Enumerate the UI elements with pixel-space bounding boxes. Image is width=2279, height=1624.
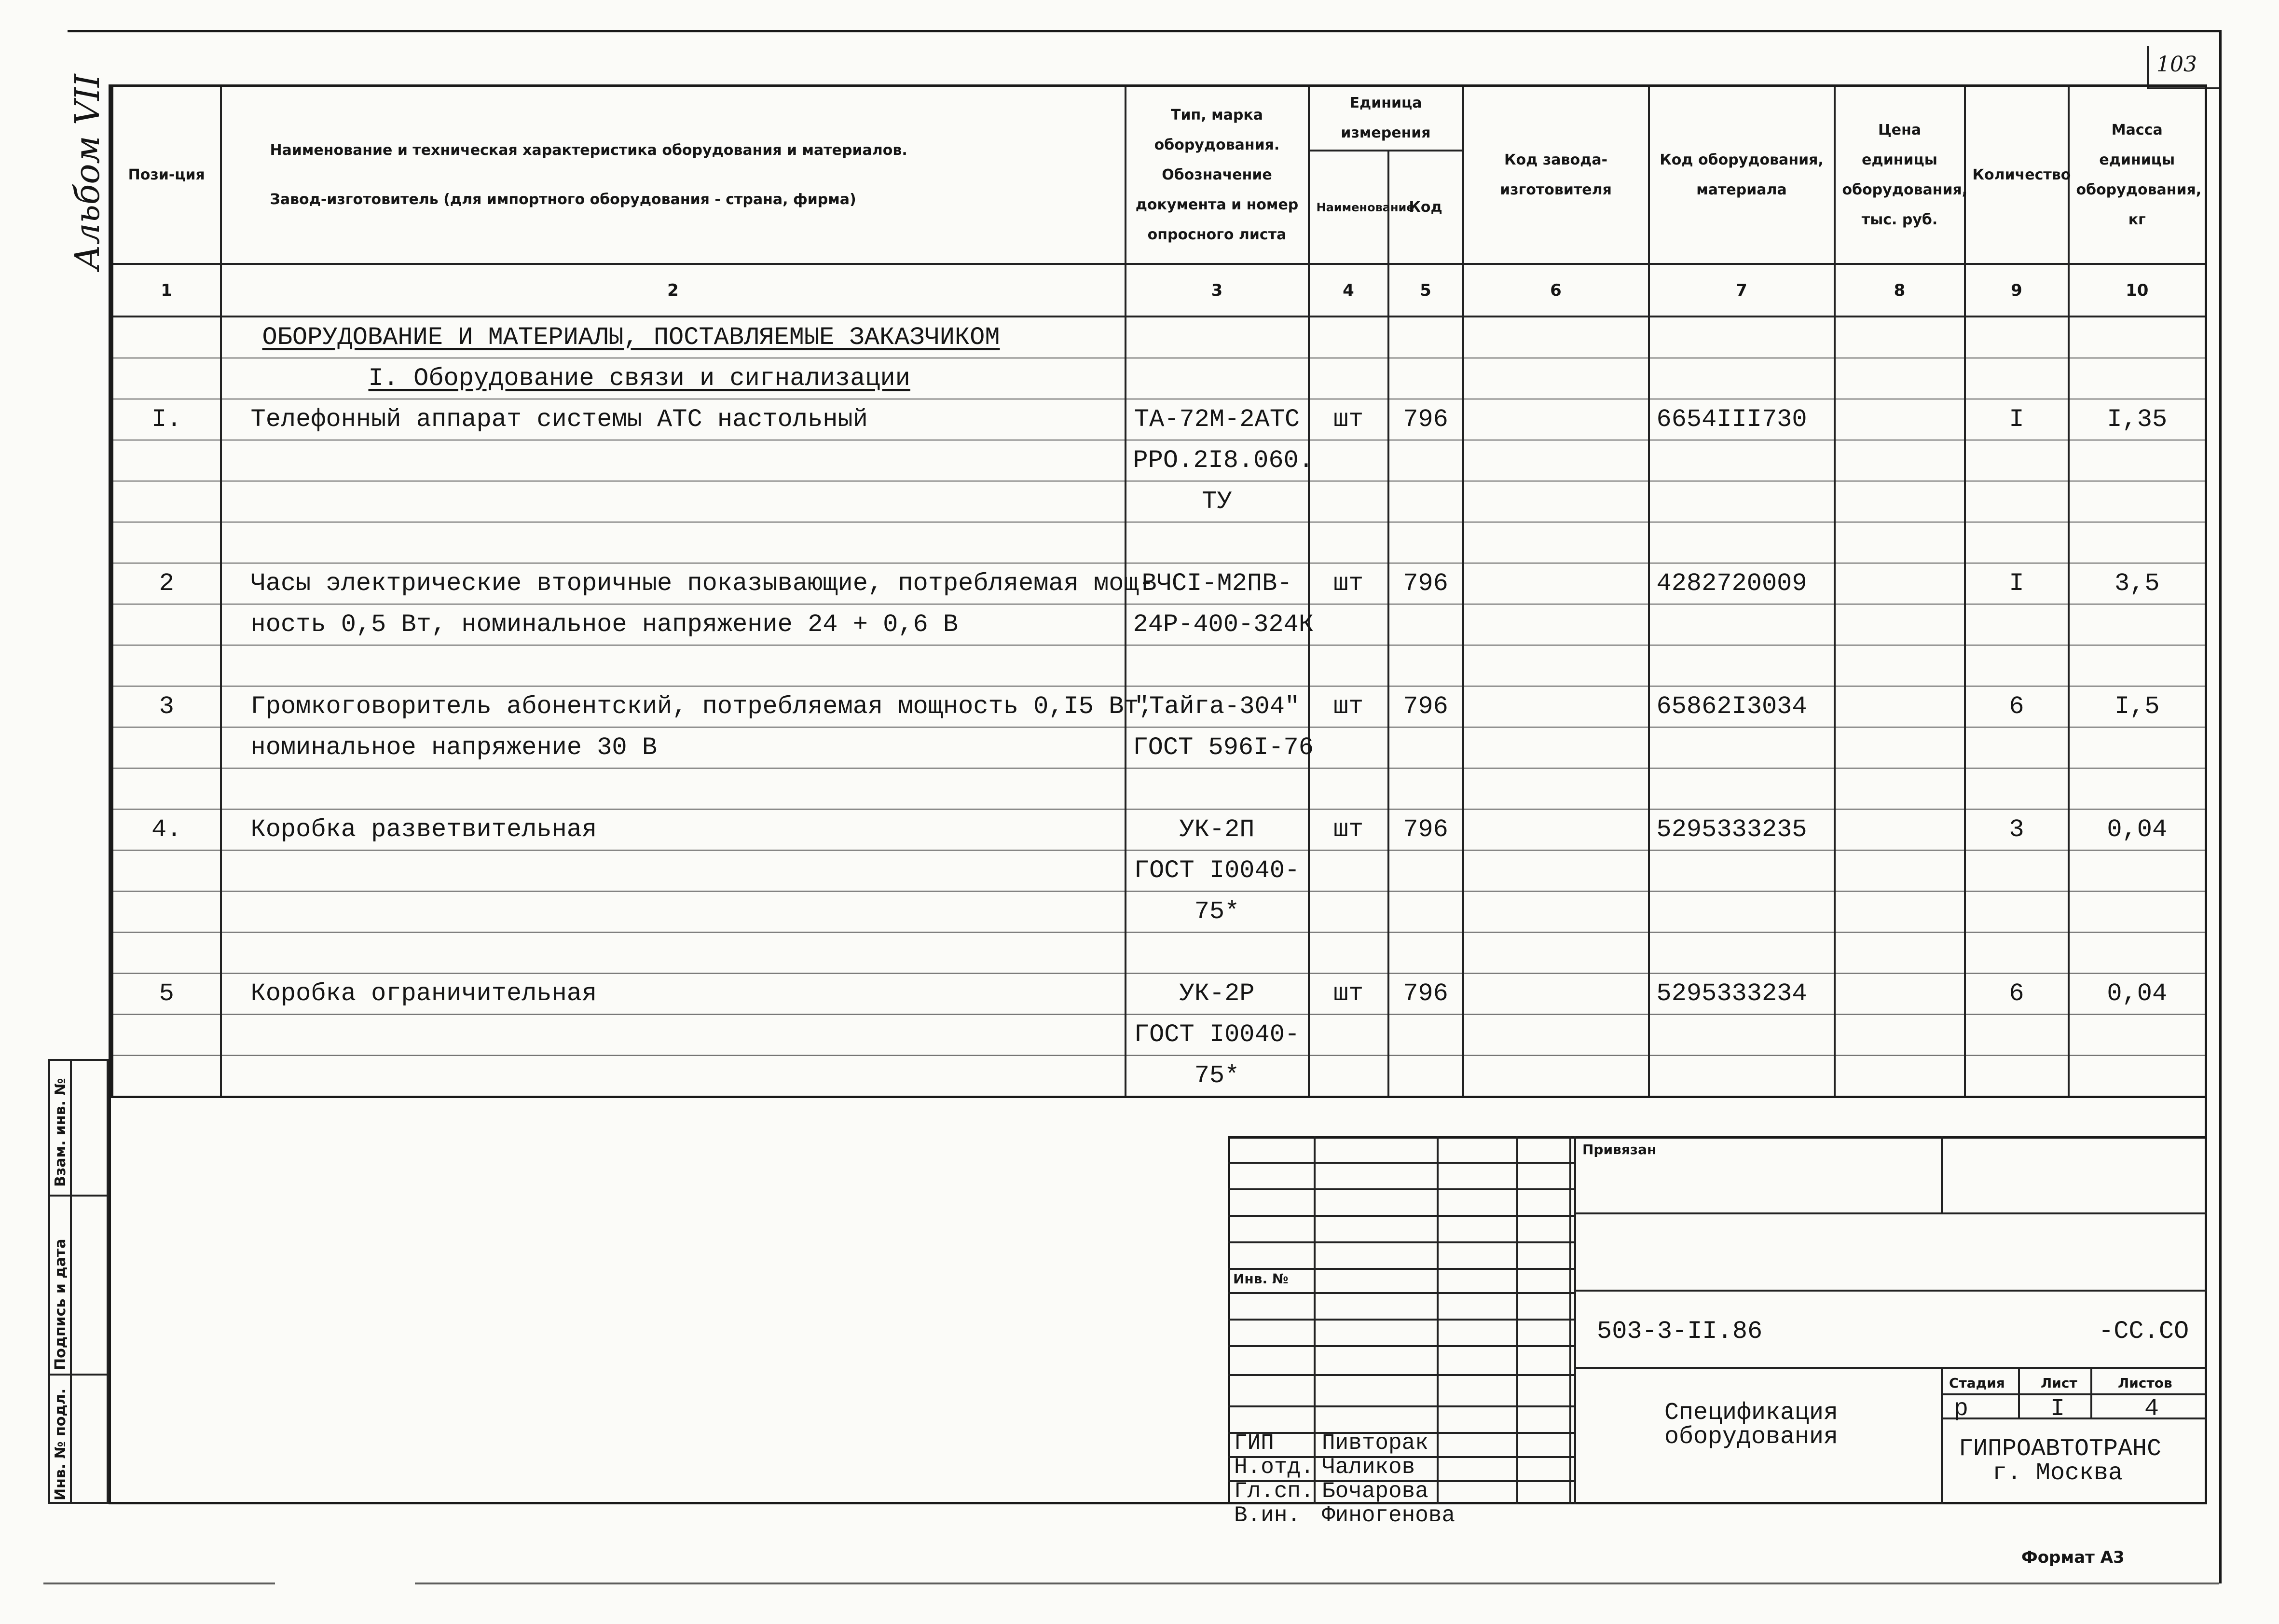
- cell-type: [1126, 645, 1309, 686]
- cell-name: [221, 768, 1126, 809]
- table-row: [112, 645, 2206, 686]
- cell-position: [112, 727, 221, 768]
- column-number-row: [112, 264, 2206, 317]
- attached-label: Привязан: [1582, 1142, 1657, 1157]
- cell-quantity: I: [1965, 399, 2069, 440]
- cell-unit: [1309, 768, 1388, 809]
- specification-table: [111, 84, 2207, 1098]
- section-title: ОБОРУДОВАНИЕ И МАТЕРИАЛЫ, ПОСТАВЛЯЕМЫЕ ЗАКАЗЧИКОМ: [262, 323, 1000, 352]
- cell-price: [1835, 1014, 1965, 1055]
- album-label: Альбом VII: [68, 74, 107, 270]
- cell-quantity: I: [1965, 563, 2069, 604]
- cell-unit: шт: [1309, 399, 1388, 440]
- doc-code: 503-3-II.86: [1597, 1317, 1763, 1346]
- cell-quantity: [1965, 645, 2069, 686]
- stage-value: р: [1954, 1395, 1969, 1423]
- cell-unit: [1309, 932, 1388, 973]
- cell-unit-code: [1388, 481, 1463, 522]
- cell-name: Телефонный аппарат системы АТС настольный: [221, 399, 1126, 440]
- bottom-rule-right: [415, 1583, 2219, 1584]
- subsection-title-row: [112, 358, 2206, 399]
- table-row: [112, 768, 2206, 809]
- cell-unit-code: 796: [1388, 399, 1463, 440]
- cell-price: [1835, 604, 1965, 645]
- cell-price: [1835, 768, 1965, 809]
- cell-position: 3: [112, 686, 221, 727]
- cell-unit-code: [1388, 604, 1463, 645]
- column-number: 7: [1649, 264, 1835, 317]
- signature-name: Пивторак: [1322, 1431, 1428, 1456]
- cell-equipment-code: [1649, 727, 1835, 768]
- title-line1: Спецификация: [1664, 1399, 1839, 1427]
- cell-type: УК-2Р: [1126, 973, 1309, 1014]
- table-row: [112, 973, 2206, 1014]
- cell-unit-code: 796: [1388, 809, 1463, 850]
- cell-name: [221, 481, 1126, 522]
- cell-position: [112, 1014, 221, 1055]
- table-row: [112, 481, 2206, 522]
- bottom-rule-left: [43, 1583, 275, 1584]
- header-type: Тип, марка оборудования. Обозначение документа и номер опросного листа: [1126, 86, 1309, 264]
- cell-position: [112, 604, 221, 645]
- title-block: [1228, 1136, 2207, 1528]
- org-line1: ГИПРОАВТОТРАНС: [1959, 1435, 2162, 1463]
- cell-unit-code: [1388, 1055, 1463, 1097]
- cell-type: ГОСТ I0040-: [1126, 850, 1309, 891]
- strip-inv-original: Инв. № подл.: [52, 1388, 69, 1500]
- cell-unit: шт: [1309, 809, 1388, 850]
- cell-manufacturer-code: [1463, 604, 1649, 645]
- cell-mass: [2069, 522, 2206, 563]
- cell-unit: [1309, 522, 1388, 563]
- column-number: 1: [112, 264, 221, 317]
- cell-mass: [2069, 850, 2206, 891]
- header-price: Цена единицы оборудования, тыс. руб.: [1835, 86, 1965, 264]
- cell-unit-code: [1388, 522, 1463, 563]
- table-row: [112, 727, 2206, 768]
- cell-equipment-code: 5295333234: [1649, 973, 1835, 1014]
- strip-divider: [70, 1059, 72, 1504]
- cell-manufacturer-code: [1463, 399, 1649, 440]
- top-rule: [68, 30, 2219, 32]
- cell-unit-code: 796: [1388, 973, 1463, 1014]
- cell-name: [221, 850, 1126, 891]
- cell-unit-code: [1388, 932, 1463, 973]
- table-row: [112, 604, 2206, 645]
- header-equipment-code: Код оборудования, материала: [1649, 86, 1835, 264]
- signature-role: ГИП: [1234, 1431, 1274, 1456]
- cell-name: Громкоговоритель абонентский, потребляемая мощность 0,I5 Вт,: [221, 686, 1126, 727]
- cell-mass: [2069, 1014, 2206, 1055]
- cell-name: ность 0,5 Вт, номинальное напряжение 24 + 0,6 В: [221, 604, 1126, 645]
- cell-mass: [2069, 604, 2206, 645]
- header-manufacturer-code: Код завода-изготовителя: [1463, 86, 1649, 264]
- cell-position: [112, 522, 221, 563]
- header-row: [112, 86, 2206, 151]
- cell-equipment-code: [1649, 932, 1835, 973]
- cell-equipment-code: 5295333235: [1649, 809, 1835, 850]
- cell-position: [112, 850, 221, 891]
- header-name-line2: Завод-изготовитель (для импортного оборудования - страна, фирма): [270, 191, 856, 208]
- section-title-row: [112, 317, 2206, 358]
- cell-manufacturer-code: [1463, 768, 1649, 809]
- cell-unit: [1309, 440, 1388, 481]
- table-row: [112, 563, 2206, 604]
- cell-quantity: [1965, 932, 2069, 973]
- column-number: 3: [1126, 264, 1309, 317]
- cell-price: [1835, 399, 1965, 440]
- doc-suffix: -СС.СО: [2099, 1317, 2189, 1346]
- cell-quantity: 6: [1965, 686, 2069, 727]
- table-row: [112, 932, 2206, 973]
- cell-name: [221, 1014, 1126, 1055]
- cell-manufacturer-code: [1463, 563, 1649, 604]
- cell-unit: [1309, 645, 1388, 686]
- format-label: Формат А3: [2021, 1548, 2125, 1567]
- cell-type: "Тайга-304": [1126, 686, 1309, 727]
- cell-type: [1126, 768, 1309, 809]
- cell-quantity: 3: [1965, 809, 2069, 850]
- header-unit-group: Единица измерения: [1309, 86, 1463, 151]
- cell-mass: [2069, 440, 2206, 481]
- header-name-line1: Наименование и техническая характеристика оборудования и материалов.: [270, 141, 907, 159]
- cell-type: ГОСТ 596I-76: [1126, 727, 1309, 768]
- cell-manufacturer-code: [1463, 809, 1649, 850]
- cell-equipment-code: [1649, 891, 1835, 932]
- cell-mass: [2069, 932, 2206, 973]
- sheets-label: Листов: [2118, 1375, 2172, 1391]
- cell-unit: шт: [1309, 973, 1388, 1014]
- inv-label: Инв. №: [1233, 1271, 1289, 1287]
- cell-mass: I,35: [2069, 399, 2206, 440]
- column-number: 4: [1309, 264, 1388, 317]
- column-number: 10: [2069, 264, 2206, 317]
- header-name: [221, 86, 1126, 264]
- cell-position: [112, 645, 221, 686]
- cell-unit-code: [1388, 891, 1463, 932]
- cell-price: [1835, 973, 1965, 1014]
- cell-price: [1835, 727, 1965, 768]
- cell-unit-code: [1388, 1014, 1463, 1055]
- cell-quantity: [1965, 522, 2069, 563]
- cell-position: I.: [112, 399, 221, 440]
- cell-price: [1835, 645, 1965, 686]
- cell-manufacturer-code: [1463, 932, 1649, 973]
- cell-equipment-code: [1649, 604, 1835, 645]
- signature-role: Гл.сп.: [1234, 1479, 1314, 1504]
- table-row: [112, 891, 2206, 932]
- table-row: [112, 1055, 2206, 1097]
- cell-type: [1126, 932, 1309, 973]
- cell-equipment-code: [1649, 440, 1835, 481]
- cell-unit-code: [1388, 850, 1463, 891]
- cell-type: 24Р-400-324К: [1126, 604, 1309, 645]
- cell-type: ТУ: [1126, 481, 1309, 522]
- cell-unit: [1309, 604, 1388, 645]
- cell-quantity: [1965, 481, 2069, 522]
- cell-price: [1835, 1055, 1965, 1097]
- cell-position: [112, 481, 221, 522]
- cell-equipment-code: 65862I3034: [1649, 686, 1835, 727]
- cell-unit-code: 796: [1388, 686, 1463, 727]
- cell-unit-code: [1388, 645, 1463, 686]
- cell-unit: шт: [1309, 563, 1388, 604]
- cell-quantity: [1965, 850, 2069, 891]
- cell-quantity: [1965, 1014, 2069, 1055]
- cell-mass: [2069, 727, 2206, 768]
- cell-price: [1835, 932, 1965, 973]
- cell-mass: [2069, 891, 2206, 932]
- table-row: [112, 399, 2206, 440]
- cell-manufacturer-code: [1463, 973, 1649, 1014]
- cell-equipment-code: 4282720009: [1649, 563, 1835, 604]
- subsection-title: I. Оборудование связи и сигнализации: [368, 364, 910, 393]
- cell-unit: [1309, 1055, 1388, 1097]
- signature-name: Бочарова: [1322, 1479, 1428, 1504]
- cell-mass: 0,04: [2069, 973, 2206, 1014]
- cell-quantity: [1965, 768, 2069, 809]
- header-position: Пози-ция: [112, 86, 221, 264]
- cell-type: ГОСТ I0040-: [1126, 1014, 1309, 1055]
- header-quantity: Количество: [1965, 86, 2069, 264]
- cell-manufacturer-code: [1463, 522, 1649, 563]
- cell-price: [1835, 522, 1965, 563]
- cell-mass: [2069, 768, 2206, 809]
- page-number: 103: [2156, 52, 2197, 77]
- cell-type: ВЧСI-М2ПВ-: [1126, 563, 1309, 604]
- cell-type: ТА-72М-2АТС: [1126, 399, 1309, 440]
- strip-replaced-inv: Взам. инв. №: [52, 1078, 69, 1187]
- sheets-value: 4: [2144, 1395, 2159, 1423]
- cell-price: [1835, 891, 1965, 932]
- cell-manufacturer-code: [1463, 1014, 1649, 1055]
- cell-name: Коробка ограничительная: [221, 973, 1126, 1014]
- column-number: 6: [1463, 264, 1649, 317]
- cell-equipment-code: [1649, 522, 1835, 563]
- cell-quantity: [1965, 727, 2069, 768]
- cell-position: [112, 768, 221, 809]
- cell-quantity: 6: [1965, 973, 2069, 1014]
- cell-name: [221, 522, 1126, 563]
- cell-position: [112, 440, 221, 481]
- cell-mass: 3,5: [2069, 563, 2206, 604]
- cell-unit: шт: [1309, 686, 1388, 727]
- cell-unit: [1309, 727, 1388, 768]
- cell-position: 2: [112, 563, 221, 604]
- cell-equipment-code: [1649, 768, 1835, 809]
- column-number: 8: [1835, 264, 1965, 317]
- cell-equipment-code: [1649, 481, 1835, 522]
- cell-mass: [2069, 645, 2206, 686]
- cell-unit-code: 796: [1388, 563, 1463, 604]
- cell-mass: [2069, 481, 2206, 522]
- cell-manufacturer-code: [1463, 686, 1649, 727]
- stage-label: Стадия: [1949, 1375, 2005, 1391]
- strip-signature-date: Подпись и дата: [52, 1239, 69, 1370]
- cell-name: [221, 1055, 1126, 1097]
- cell-type: УК-2П: [1126, 809, 1309, 850]
- cell-manufacturer-code: [1463, 891, 1649, 932]
- cell-equipment-code: 6654III730: [1649, 399, 1835, 440]
- column-number: 5: [1388, 264, 1463, 317]
- cell-unit-code: [1388, 727, 1463, 768]
- table-row: [112, 850, 2206, 891]
- signature-role: В.ин.: [1234, 1503, 1301, 1528]
- frame-left-line: [109, 84, 111, 1504]
- table-row: [112, 522, 2206, 563]
- cell-unit-code: [1388, 440, 1463, 481]
- cell-type: 75*: [1126, 1055, 1309, 1097]
- cell-unit: [1309, 481, 1388, 522]
- table-row: [112, 686, 2206, 727]
- cell-name: Часы электрические вторичные показывающие, потребляемая мощ-: [221, 563, 1126, 604]
- cell-equipment-code: [1649, 1014, 1835, 1055]
- cell-equipment-code: [1649, 645, 1835, 686]
- cell-position: [112, 891, 221, 932]
- signature-name: Чаликов: [1322, 1455, 1415, 1480]
- cell-unit: [1309, 1014, 1388, 1055]
- cell-mass: 0,04: [2069, 809, 2206, 850]
- sheet-value: I: [2050, 1395, 2065, 1423]
- header-mass: Масса единицы оборудования, кг: [2069, 86, 2206, 264]
- cell-type: [1126, 522, 1309, 563]
- cell-manufacturer-code: [1463, 440, 1649, 481]
- cell-price: [1835, 563, 1965, 604]
- cell-equipment-code: [1649, 850, 1835, 891]
- cell-equipment-code: [1649, 1055, 1835, 1097]
- cell-quantity: [1965, 891, 2069, 932]
- cell-price: [1835, 850, 1965, 891]
- frame-right-line: [2219, 30, 2222, 1583]
- cell-position: [112, 932, 221, 973]
- cell-unit: [1309, 891, 1388, 932]
- cell-type: РРО.2I8.060.: [1126, 440, 1309, 481]
- cell-name: [221, 891, 1126, 932]
- cell-manufacturer-code: [1463, 481, 1649, 522]
- cell-price: [1835, 686, 1965, 727]
- cell-manufacturer-code: [1463, 850, 1649, 891]
- cell-name: номинальное напряжение 30 В: [221, 727, 1126, 768]
- signature-name: Финогенова: [1322, 1503, 1455, 1528]
- cell-name: Коробка разветвительная: [221, 809, 1126, 850]
- column-number: 9: [1965, 264, 2069, 317]
- cell-price: [1835, 440, 1965, 481]
- cell-manufacturer-code: [1463, 645, 1649, 686]
- cell-type: 75*: [1126, 891, 1309, 932]
- cell-price: [1835, 481, 1965, 522]
- column-number: 2: [221, 264, 1126, 317]
- org-line2: г. Москва: [1992, 1459, 2123, 1487]
- cell-quantity: [1965, 1055, 2069, 1097]
- sheet-label: Лист: [2041, 1375, 2077, 1391]
- table-row: [112, 1014, 2206, 1055]
- cell-quantity: [1965, 440, 2069, 481]
- cell-mass: [2069, 1055, 2206, 1097]
- cell-position: 4.: [112, 809, 221, 850]
- cell-manufacturer-code: [1463, 727, 1649, 768]
- cell-unit: [1309, 850, 1388, 891]
- header-unit-name: Наименование: [1309, 151, 1388, 264]
- cell-quantity: [1965, 604, 2069, 645]
- cell-unit-code: [1388, 768, 1463, 809]
- cell-name: [221, 645, 1126, 686]
- cell-name: [221, 440, 1126, 481]
- cell-price: [1835, 809, 1965, 850]
- cell-position: 5: [112, 973, 221, 1014]
- table-row: [112, 809, 2206, 850]
- signature-role: Н.отд.: [1234, 1455, 1314, 1480]
- cell-name: [221, 932, 1126, 973]
- cell-manufacturer-code: [1463, 1055, 1649, 1097]
- cell-mass: I,5: [2069, 686, 2206, 727]
- title-line2: оборудования: [1664, 1423, 1839, 1451]
- cell-position: [112, 1055, 221, 1097]
- header-unit-code: Код: [1388, 151, 1463, 264]
- table-row: [112, 440, 2206, 481]
